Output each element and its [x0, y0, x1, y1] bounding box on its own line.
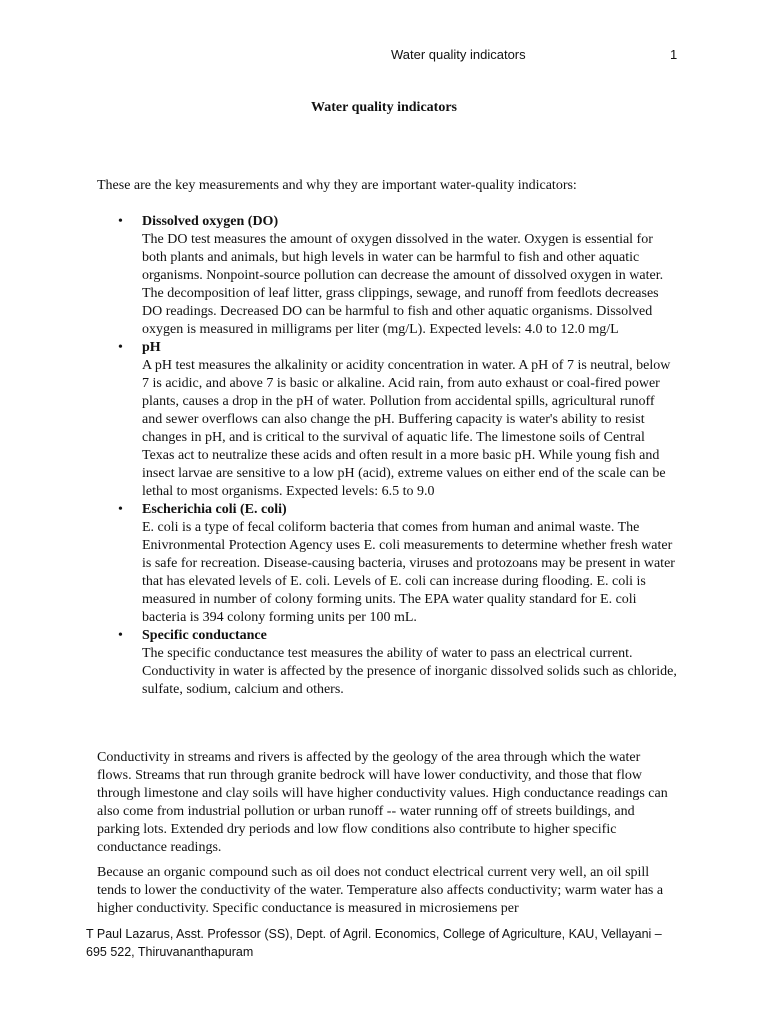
oil-spill-paragraph: Because an organic compound such as oil does not conduct electrical current very well, an oil spill tends to lower the conductivity of the water. Temperature also affects conductivity; warm water has a higher conductivity. Specific conductance is measured in microsiemens per: [97, 865, 664, 916]
conductivity-paragraph: Conductivity in streams and rivers is affected by the geology of the area through which the water flows. Streams that run through granite bedrock will have lower conductivity, and those that flow through limestone and clay soils will have higher conductivity values. High conductance readings can also come from industrial pollution or urban runoff -- water running off of streets buildings, and parking lots. Extended dry periods and low flow conditions also contribute to higher specific conductance readings.: [97, 750, 668, 855]
list-item-dissolved-oxygen: [118, 213, 678, 339]
bullet-icon: •: [118, 628, 123, 643]
bullet-icon: •: [118, 502, 123, 517]
indicator-heading: Escherichia coli (E. coli): [142, 502, 287, 517]
indicator-description: A pH test measures the alkalinity or acidity concentration in water. A pH of 7 is neutral, below 7 is acidic, and above 7 is basic or alkaline. Acid rain, from auto exhaust or coal-fired power plants, causes a drop in the pH of water. Pollution from accidental spills, agricultural runoff and sewer overflows can also change the pH. Buffering capacity is water's ability to resist changes in pH, and is critical to the survival of aquatic life. The limestone soils of Central Texas act to neutralize these acids and often result in a more basic pH. While young fish and insect larvae are sensitive to a low pH (acid), extreme values on either end of the scale can be lethal to most organisms. Expected levels: 6.5 to 9.0: [142, 358, 671, 499]
bullet-icon: •: [118, 340, 123, 355]
intro-paragraph: These are the key measurements and why they are important water-quality indicators:: [97, 178, 577, 193]
indicator-heading: pH: [142, 340, 161, 355]
list-item-ph: [118, 339, 678, 501]
indicator-description: The DO test measures the amount of oxygen dissolved in the water. Oxygen is essential for both plants and animals, but high levels in water can be harmful to fish and other aquatic organisms. Nonpoint-source pollution can decrease the amount of dissolved oxygen in water. The decomposition of leaf litter, grass clippings, sewage, and runoff from feedlots decreases DO readings. Decreased DO can be harmful to fish and other aquatic organisms. Dissolved oxygen is measured in milligrams per liter (mg/L). Expected levels: 4.0 to 12.0 mg/L: [142, 232, 664, 337]
bullet-icon: •: [118, 214, 123, 229]
list-item-specific-conductance: [118, 627, 678, 699]
running-header-title: Water quality indicators: [391, 47, 526, 62]
page-number: 1: [670, 47, 678, 62]
indicator-list: [118, 213, 678, 699]
list-item-e-coli: [118, 501, 678, 627]
page-footer: T Paul Lazarus, Asst. Professor (SS), Dept. of Agril. Economics, College of Agriculture, KAU, Vellayani – 695 522, Thiruvananthapuram: [86, 927, 662, 959]
indicator-heading: Specific conductance: [142, 628, 267, 643]
indicator-description: The specific conductance test measures the ability of water to pass an electrical current. Conductivity in water is affected by the presence of inorganic dissolved solids such as chloride, sulfate, sodium, calcium and others.: [142, 646, 677, 697]
document-title: Water quality indicators: [311, 100, 457, 115]
indicator-description: E. coli is a type of fecal coliform bacteria that comes from human and animal waste. The Enivronmental Protection Agency uses E. coli measurements to determine whether fresh water is safe for recreation. Disease-causing bacteria, viruses and protozoans may be present in water that has elevated levels of E. coli. Levels of E. coli can increase during flooding. E. coli is measured in number of colony forming units. The EPA water quality standard for E. coli bacteria is 394 colony forming units per 100 mL.: [142, 520, 675, 625]
indicator-heading: Dissolved oxygen (DO): [142, 214, 279, 229]
